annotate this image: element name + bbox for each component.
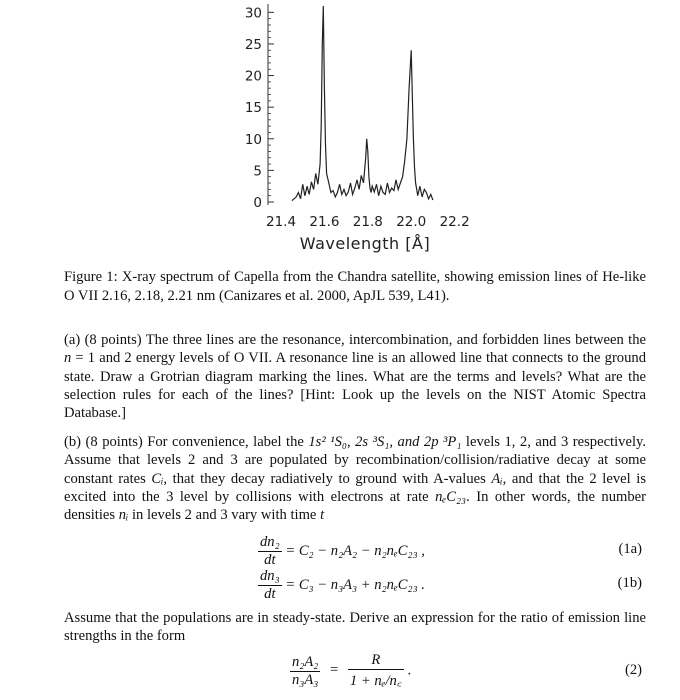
equation-1a-tag: (1a) <box>618 541 642 557</box>
x-tick-label: 21.6 <box>309 214 340 230</box>
spectrum-chart <box>0 0 680 262</box>
y-tick-label: 30 <box>244 5 262 22</box>
equation-1b-tag: (1b) <box>617 575 642 591</box>
x-tick-label: 21.4 <box>265 214 297 230</box>
part-b-label: (b) (8 points) <box>64 434 143 450</box>
figure-caption: Figure 1: X-ray spectrum of Capella from the Chandra satellite, showing emission lines of He-like O VII 2.16, 2.18, 2.21 nm (Canizares et al. 2000, ApJL 539, L41). <box>64 269 646 304</box>
part-b-paragraph: (b) (8 points) For convenience, label the 1s² ¹S₀, 2s ³S₁, and 2p ³P₁ levels 1, 2, and 3 respectively. Assume that levels 2 and 3 are populated by recombination/collision/radiative decay at some constant rates Cᵢ, that they decay radiatively to ground with A-values Aᵢ, and that the 2 level is excited into the 3 level by collisions with electrons at rate nₑC₂₃. In other words, the number densities nᵢ in levels 2 and 3 vary with time t <box>64 434 646 524</box>
axis-ticks <box>268 12 274 202</box>
y-tick-label: 0 <box>253 195 262 211</box>
x-tick-label: 22.0 <box>396 214 427 230</box>
steady-state-paragraph: Assume that the populations are in steady-state. Derive an expression for the ratio of emission line strengths in the form <box>64 610 646 645</box>
part-a-label: (a) (8 points) <box>64 332 142 348</box>
x-axis-title: Wavelength [Å] <box>299 234 431 253</box>
x-tick-label: 22.2 <box>439 214 470 230</box>
x-tick-labels <box>266 214 470 230</box>
x-tick-label: 21.8 <box>352 214 383 230</box>
y-tick-label: 20 <box>244 68 262 85</box>
y-tick-labels <box>245 5 262 211</box>
spectrum-figure <box>0 0 680 262</box>
part-a-paragraph: (a) (8 points) The three lines are the resonance, intercombination, and forbidden lines between the n = 1 and 2 energy levels of O VII. A resonance line is an allowed line that connects to the ground state. Draw a Grotrian diagram marking the lines. What are the terms and levels? What are the selection rules for each of the lines? [Hint: Look up the levels on the NIST Atomic Spectra Database.] <box>64 332 646 422</box>
y-tick-label: 10 <box>244 131 262 148</box>
n-variable: n <box>64 350 72 367</box>
y-tick-label: 15 <box>244 100 262 117</box>
spectrum-line <box>292 6 433 201</box>
levels-list: 1s² ¹S₀, 2s ³S₁, and 2p ³P₁ <box>308 434 462 450</box>
equation-2-tag: (2) <box>624 662 642 678</box>
y-tick-label: 25 <box>244 36 262 53</box>
y-tick-label: 5 <box>253 163 262 180</box>
